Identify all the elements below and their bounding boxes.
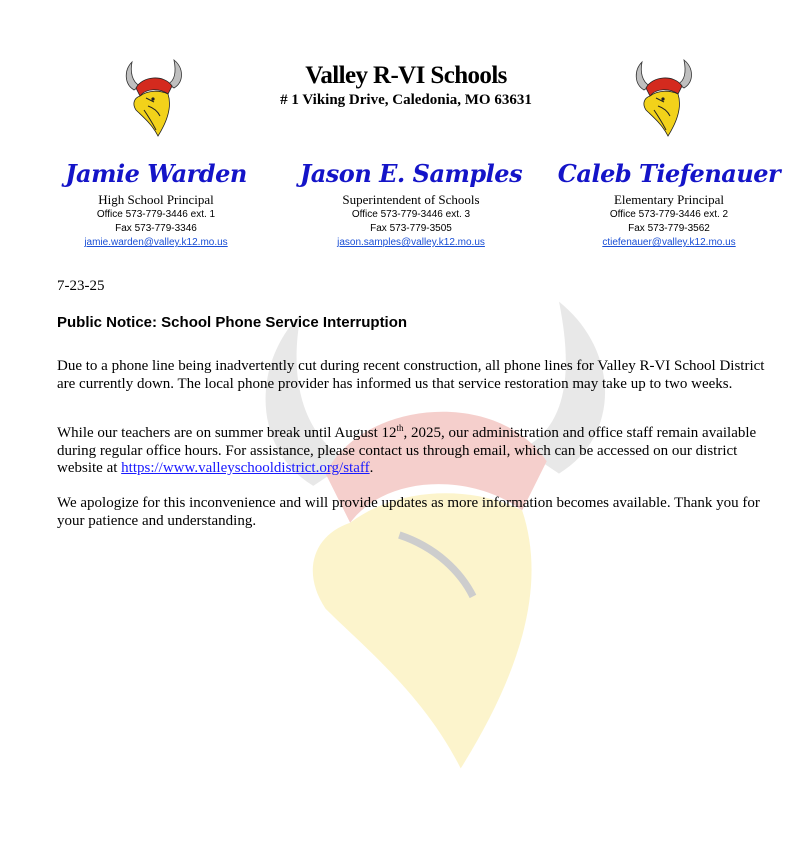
notice-paragraph: We apologize for this inconvenience and will provide updates as more information becomes available. Thank you for your patience and understanding. — [57, 495, 760, 529]
notice-paragraph: Due to a phone line being inadvertently cut during recent construction, all phone lines for Valley R-VI School District are currently down. The local phone provider has informed us that service restoration may take up to two weeks. — [57, 358, 765, 392]
signature: Caleb Tiefenauer — [557, 159, 781, 188]
signature: Jamie Warden — [65, 159, 247, 188]
staff-directory-link[interactable]: https://www.valleyschooldistrict.org/staff — [121, 460, 370, 476]
school-name: Valley R-VI Schools — [305, 62, 507, 89]
school-address: # 1 Viking Drive, Caledonia, MO 63631 — [280, 92, 532, 108]
staff-fax: Fax 573-779-3346 — [115, 223, 197, 234]
staff-email-link[interactable]: jamie.warden@valley.k12.mo.us — [84, 237, 228, 248]
staff-office-phone: Office 573-779-3446 ext. 3 — [351, 209, 471, 220]
staff-title: High School Principal — [98, 192, 214, 207]
notice-paragraph — [57, 425, 767, 478]
staff-office-phone: Office 573-779-3446 ext. 1 — [96, 209, 216, 220]
notice-date: 7-23-25 — [57, 278, 105, 294]
staff-email-link[interactable]: jason.samples@valley.k12.mo.us — [337, 237, 485, 248]
paragraph-text: While our teachers are on summer break until August 12 — [57, 425, 397, 441]
staff-title: Superintendent of Schools — [342, 192, 480, 207]
ordinal-suffix: th — [396, 423, 404, 433]
staff-office-phone: Office 573-779-3446 ext. 2 — [609, 209, 729, 220]
staff-card — [554, 160, 784, 250]
paragraph-text: , 2025, our administration and office staff remain available during regular office hours. For assistance, please contact us through email, which can be accessed on our district website at — [57, 425, 757, 476]
signature: Jason E. Samples — [299, 159, 523, 188]
staff-email-link[interactable]: ctiefenauer@valley.k12.mo.us — [602, 237, 736, 248]
paragraph-text: . — [369, 460, 374, 476]
notice-heading: Public Notice: School Phone Service Interruption — [57, 314, 408, 331]
staff-card — [41, 160, 271, 250]
staff-title: Elementary Principal — [613, 192, 725, 207]
staff-card — [296, 160, 526, 250]
staff-fax: Fax 573-779-3562 — [628, 223, 710, 234]
staff-fax: Fax 573-779-3505 — [370, 223, 452, 234]
